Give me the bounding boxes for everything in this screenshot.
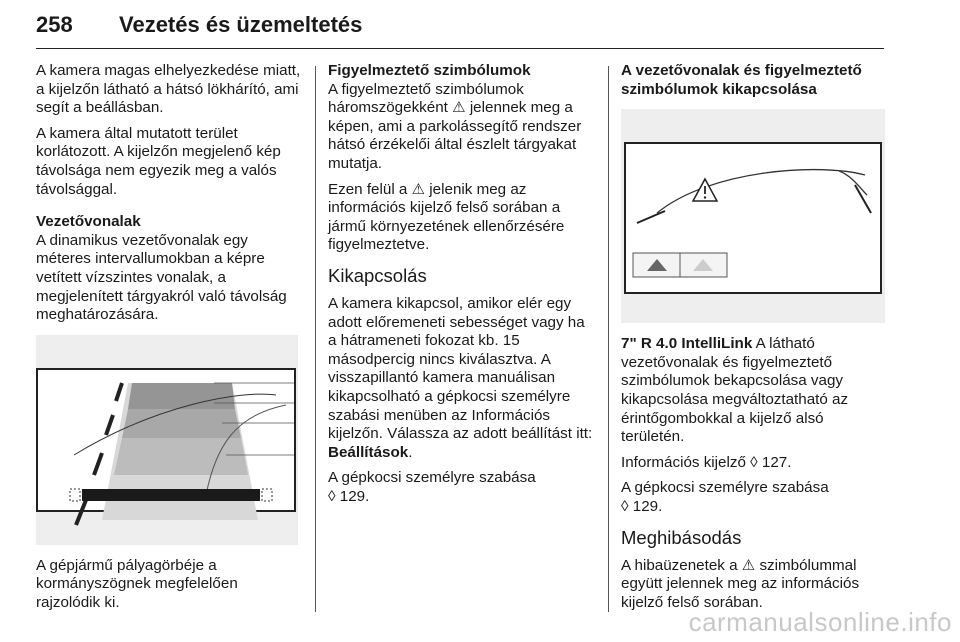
page-reference: 127. xyxy=(761,453,792,471)
text: A hibaüzenetek a xyxy=(621,556,738,574)
page-number: 258 xyxy=(36,12,73,37)
column-divider xyxy=(608,66,609,612)
paragraph xyxy=(328,295,596,462)
text: A gépkocsi személyre szabása xyxy=(328,469,536,487)
bold-text: Beállítások xyxy=(328,443,409,461)
paragraph: A dinamikus vezetővonalak egy méteres intervallumokban a képre vetített vízszintes vonalak, a megjelenített tárgyakról való távolság meghatározására. xyxy=(36,231,287,324)
page-header xyxy=(36,8,884,49)
text: jelennek meg a képen, ami a parkolássegítő rendszer hátsó érzékelői által észlelt tárgyakat mutatja. xyxy=(328,99,582,172)
column-3 xyxy=(621,62,889,619)
column-1 xyxy=(36,62,302,620)
paragraph xyxy=(621,454,889,473)
text: szimbólummal együtt jelennek meg az információs kijelző felső sorában. xyxy=(621,556,860,611)
paragraph xyxy=(621,557,889,613)
text: Információs kijelző xyxy=(621,453,746,471)
guidelines-illustration xyxy=(36,335,298,545)
arrow-icon: ◊ xyxy=(621,497,629,515)
arrow-icon: ◊ xyxy=(750,453,758,471)
heading-warning-symbols: Figyelmeztető szimbólumok xyxy=(328,62,531,79)
warning-triangle-icon: ⚠ xyxy=(741,556,756,574)
text: jelenik meg az információs kijelző felső sorában a jármű környezetének ellenőrzésére figyelmeztetve. xyxy=(328,180,565,254)
paragraph xyxy=(621,479,889,516)
paragraph xyxy=(328,469,596,506)
arrow-icon: ◊ xyxy=(328,487,336,505)
paragraph xyxy=(621,335,889,447)
text: Ezen felül a xyxy=(328,180,408,198)
column-2 xyxy=(328,62,596,513)
heading-meghibasodas: Meghibásodás xyxy=(621,526,742,548)
watermark: carmanualsonline.info xyxy=(688,607,952,637)
paragraph: A kamera által mutatott terület korlátozott. A kijelzőn megjelenő kép távolsága nem egyezik meg a valós távolsággal. xyxy=(36,124,281,198)
section-guides xyxy=(36,213,302,325)
section-warning-symbols xyxy=(328,62,596,174)
text: A látható vezetővonalak és figyelmeztető szimbólumok bekapcsolása vagy kikapcsolása megváltoztatható az érintőgombokkal a kijelző alsó területén. xyxy=(621,335,849,446)
text: . xyxy=(408,443,413,461)
bold-text: 7" R 4.0 IntelliLink xyxy=(621,335,753,353)
heading-toggle: A vezetővonalak és figyelmeztető szimbólumok kikapcsolása xyxy=(621,62,862,98)
warning-triangle-icon: ⚠ xyxy=(411,180,426,198)
column-divider xyxy=(315,66,316,612)
page-reference: 129. xyxy=(339,487,370,505)
text: A figyelmeztető szimbólumok háromszögekként xyxy=(328,80,524,117)
paragraph xyxy=(328,181,596,255)
paragraph: A kamera magas elhelyezkedése miatt, a kijelzőn látható a hátsó lökhárító, ami segít a beállásban. xyxy=(36,62,301,117)
heading-kikapcsolas: Kikapcsolás xyxy=(328,264,427,286)
warning-triangle-icon: ⚠ xyxy=(452,99,466,117)
paragraph: A gépjármű pályagörbéje a kormányszögnek megfelelően rajzolódik ki. xyxy=(36,556,238,611)
heading-guides: Vezetővonalak xyxy=(36,213,141,231)
text: A kamera kikapcsol, amikor elér egy adott előremeneti sebességet vagy ha a hátrameneti fokozat kb. 15 másodpercig nincs kiválasztva. A visszapillantó kamera manuálisan kikapcsolható a gépkocsi személyre szabási menüben az Információs kijelzőn. Válassza az adott beállítást itt: xyxy=(328,294,593,443)
page-title: Vezetés és üzemeltetés xyxy=(119,12,363,37)
text: A gépkocsi személyre szabása xyxy=(621,479,829,497)
page-reference: 129. xyxy=(632,497,663,515)
warning-symbols-illustration xyxy=(621,109,885,323)
